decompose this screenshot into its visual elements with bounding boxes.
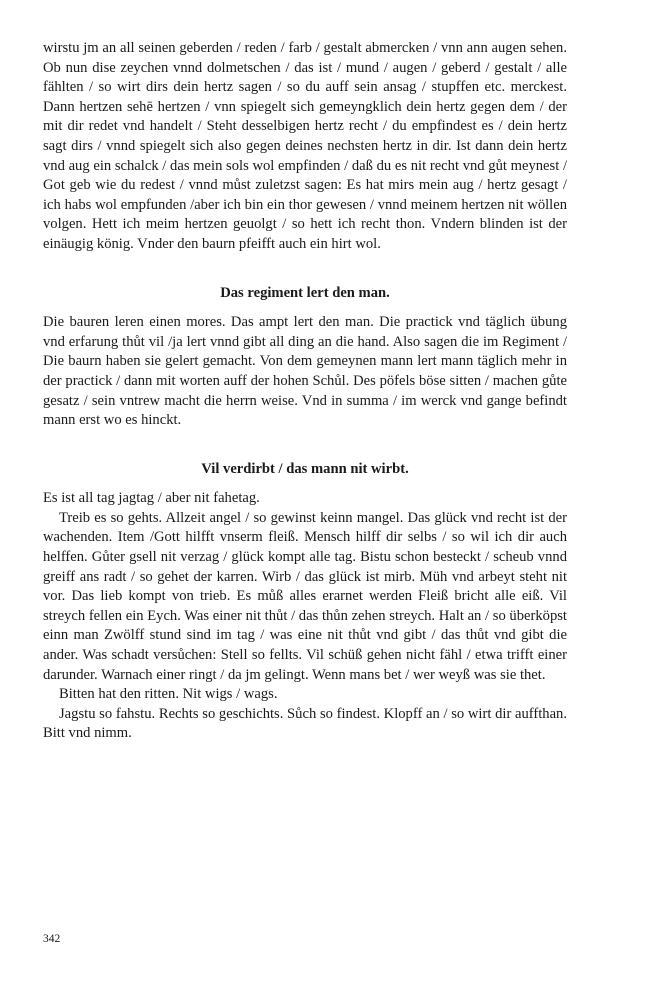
page-number: 342 xyxy=(43,933,61,945)
body-paragraph: Jagstu so fahstu. Rechts so geschichts. Sůch so findest. Klopff an / so wirt dir auffthan. Bitt vnd nimm. xyxy=(43,705,567,742)
body-paragraph: Bitten hat den ritten. Nit wigs / wags. xyxy=(59,686,278,703)
page-content xyxy=(43,39,567,744)
body-paragraph: Treib es so gehts. Allzeit angel / so gewinst keinn mangel. Das glück vnd recht ist der wachenden. Item /Gott hilfft vnserm fleiß. Mensch hilff dir selbs / so wil ich dir auch helffen. Gůter gsell nit verzag / glück kompt alle tag. Bistu schon besteckt / scheub vnnd greiff ans radt / so gehet der karren. Wirb / das glück ist mirb. Müh vnd arbeyt steht nit vor. Das lieb kompt von trieb. Es můß alles erarnet werden Fleiß bricht alle eiß. Vil streych fellen ein Eych. Was einer nit thůt / das thůn zehen streych. Halt an / so überköpst einn man Zwölff stund sind im tag / was eine nit thůt vnd gibt / das thůt vnd gibt die ander. Was schadt versůchen: Stell so fellts. Vil schüß gehen nicht fähl / etwa trifft einer darunder. Warnach einer ringt / da jm gelingt. Wenn mans bet / wer weyß was sie thet. xyxy=(43,509,567,683)
body-paragraph: Die bauren leren einen mores. Das ampt lert den man. Die practick vnd täglich übung vnd erfarung thůt vil /ja lert vnnd gibt all ding an die hand. Also sagen die im Regiment / Die baurn haben sie gelert gemacht. Von dem gemeynen mann lert mann täglich mehr in der practick / dann mit worten auff der hohen Schůl. Des pöfels böse sitten / machen gůte gesatz / sein vntrew macht die herrn weise. Vnd in summa / im werck vnd gange befindt mann erst wo es hinckt. xyxy=(43,314,567,429)
body-paragraph: Es ist all tag jagtag / aber nit fahetag. xyxy=(43,490,260,507)
section-heading: Das regiment lert den man. xyxy=(220,284,390,301)
body-paragraph: wirstu jm an all seinen geberden / reden / farb / gestalt abmercken / vnn ann augen sehen. Ob nun dise zeychen vnnd dolmetschen / das ist / mund / augen / geberd / gestalt / alle fählten / so wirt dirs dein hertz sagen / so du auff sein ansag / stupffen etc. merckest. Dann hertzen sehē hertzen / vnn spiegelt sich gemeyngklich dein hertz gegen dem / der mit dir redet vnd handelt / Steht desselbigen hertz recht / du empfindest es / dein hertz sagt dirs / vnnd spiegelt sich also gegen deines nechsten hertz in dir. Ist dann dein hertz vnd aug ein schalck / das mein sols wol empfinden / daß du es nit recht vnd gůt meynest / Got geb wie du redest / vnnd můst zuletzst sagen: Es hat mirs mein aug / hertz gesagt / ich habs wol empfunden /aber ich bin ein thor gewesen / vnnd meinem hertzen nit wöllen volgen. Hett ich meim hertzen geuolgt / so hett ich recht thon. Vndern blinden ist der einäugig könig. Vnder den baurn pfeifft auch ein hirt wol. xyxy=(43,40,567,252)
section-heading: Vil verdirbt / das mann nit wirbt. xyxy=(201,460,409,477)
